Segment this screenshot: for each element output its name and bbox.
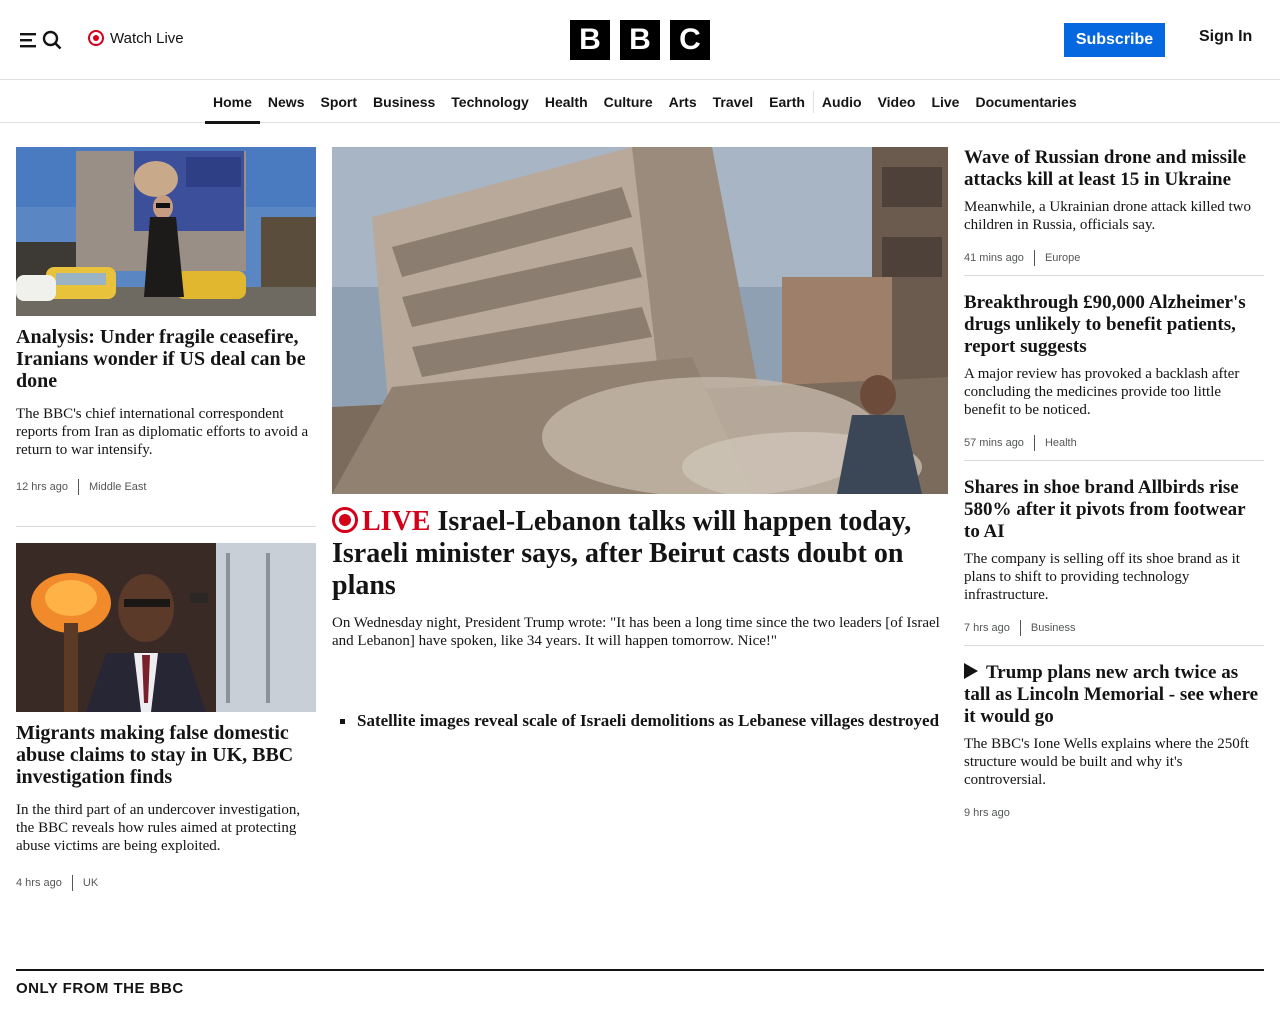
watch-live-link[interactable] [88,28,184,48]
story-meta [16,479,316,495]
top-bar [0,0,1280,80]
meta-divider [72,875,73,891]
nav-item-arts[interactable]: Arts [668,94,697,110]
story-headline[interactable]: Shares in shoe brand Allbirds rise 580% after it pivots from footwear to AI [964,477,1246,542]
nav-item-news[interactable]: News [267,94,305,110]
left-story-1[interactable] [16,147,316,495]
right-story-2[interactable] [964,292,1264,451]
nav-item-culture[interactable]: Culture [603,94,653,110]
meta-divider [78,479,79,495]
story-summary: A major review has provoked a backlash after concluding the medicines provide too little benefit to be noticed. [964,366,1240,418]
story-headline-text: Trump plans new arch twice as tall as Lincoln Memorial - see where it would go [964,662,1259,727]
live-icon [88,30,104,46]
right-story-3[interactable] [964,477,1264,636]
story-tag[interactable]: Middle East [88,481,147,493]
story-meta [964,250,1264,266]
story-headline[interactable]: Breakthrough £90,000 Alzheimer's drugs unlikely to benefit patients, report suggests [964,292,1246,357]
story-tag[interactable]: Business [1030,622,1076,634]
story-divider [964,460,1264,461]
nav-item-documentaries[interactable]: Documentaries [975,94,1077,110]
story-tag[interactable]: Health [1044,437,1077,449]
play-icon [964,663,978,679]
section-title: ONLY FROM THE BBC [16,980,184,997]
story-summary: In the third part of an undercover investigation, the BBC reveals how rules aimed at protecting abuse victims are being exploited. [16,802,301,854]
nav-item-earth[interactable]: Earth [769,94,805,110]
story-headline[interactable]: Wave of Russian drone and missile attacks kill at least 15 in Ukraine [964,147,1247,190]
sign-in-button[interactable]: Sign In [1199,28,1253,45]
story-timestamp: 12 hrs ago [16,481,68,493]
story-summary: The BBC's Ione Wells explains where the 250ft structure would be built and why it's controversial. [964,736,1249,788]
nav-item-business[interactable]: Business [373,94,436,110]
nav-item-travel[interactable]: Travel [712,94,754,110]
nav-item-technology[interactable]: Technology [451,94,529,110]
story-meta [964,620,1264,636]
related-link[interactable]: Satellite images reveal scale of Israeli demolitions as Lebanese villages destroyed [332,711,948,731]
story-tag[interactable]: UK [82,877,99,889]
story-divider [16,526,316,527]
live-icon [332,507,358,533]
nav-item-live[interactable]: Live [931,94,960,110]
lead-headline[interactable] [332,506,948,602]
story-divider [964,275,1264,276]
meta-divider [1020,620,1021,636]
meta-divider [1034,435,1035,451]
story-headline[interactable]: Analysis: Under fragile ceasefire, Iranians wonder if US deal can be done [16,326,306,392]
story-timestamp: 4 hrs ago [16,877,62,889]
lead-summary: On Wednesday night, President Trump wrote: "It has been a long time since the two leaders [of Israel and Lebanon] have spoken, like 34 years. It will happen tomorrow. Nice!" [332,615,940,649]
story-timestamp: 41 mins ago [964,252,1024,264]
nav-item-audio[interactable]: Audio [821,94,862,110]
story-summary: The BBC's chief international correspondent reports from Iran as diplomatic efforts to avoid a return to war intensify. [16,406,309,458]
logo-letter-2: B [620,20,660,60]
menu-search-button[interactable] [20,28,64,52]
story-timestamp: 57 mins ago [964,437,1024,449]
right-story-4[interactable] [964,662,1264,821]
story-meta [16,875,316,891]
left-story-2[interactable] [16,543,316,891]
story-image-undercover-interview[interactable] [16,543,316,712]
section-rule [16,969,1264,971]
story-meta [964,435,1264,451]
lead-headline-text: Israel-Lebanon talks will happen today, Israeli minister says, after Beirut casts doubt on plans [332,506,912,601]
story-summary: The company is selling off its shoe brand as it plans to shift to providing technology infrastructure. [964,551,1240,603]
logo-letter-3: C [670,20,710,60]
watch-live-label: Watch Live [110,29,184,47]
nav-item-health[interactable]: Health [544,94,588,110]
story-divider [964,645,1264,646]
live-label: LIVE [362,506,431,537]
story-summary: Meanwhile, a Ukrainian drone attack killed two children in Russia, officials say. [964,199,1251,233]
subscribe-button[interactable]: Subscribe [1064,23,1165,57]
search-icon [42,30,62,50]
meta-divider [1034,250,1035,266]
nav-list [205,81,1085,123]
story-image-iran-street[interactable] [16,147,316,316]
nav-item-video[interactable]: Video [877,94,916,110]
bbc-logo[interactable] [570,20,710,60]
nav-item-home[interactable]: Home [205,81,260,123]
lead-image-building-demolition[interactable] [332,147,948,494]
story-timestamp: 9 hrs ago [964,807,1010,819]
story-timestamp: 7 hrs ago [964,622,1010,634]
story-tag[interactable]: Europe [1044,252,1081,264]
main-nav [0,81,1280,123]
story-meta [964,805,1264,821]
story-headline[interactable] [964,662,1264,728]
right-story-1[interactable] [964,147,1264,266]
lead-story[interactable] [332,147,948,731]
nav-item-sport[interactable]: Sport [320,94,358,110]
logo-letter-1: B [570,20,610,60]
story-headline[interactable]: Migrants making false domestic abuse claims to stay in UK, BBC investigation finds [16,722,294,788]
menu-icon [20,31,40,49]
